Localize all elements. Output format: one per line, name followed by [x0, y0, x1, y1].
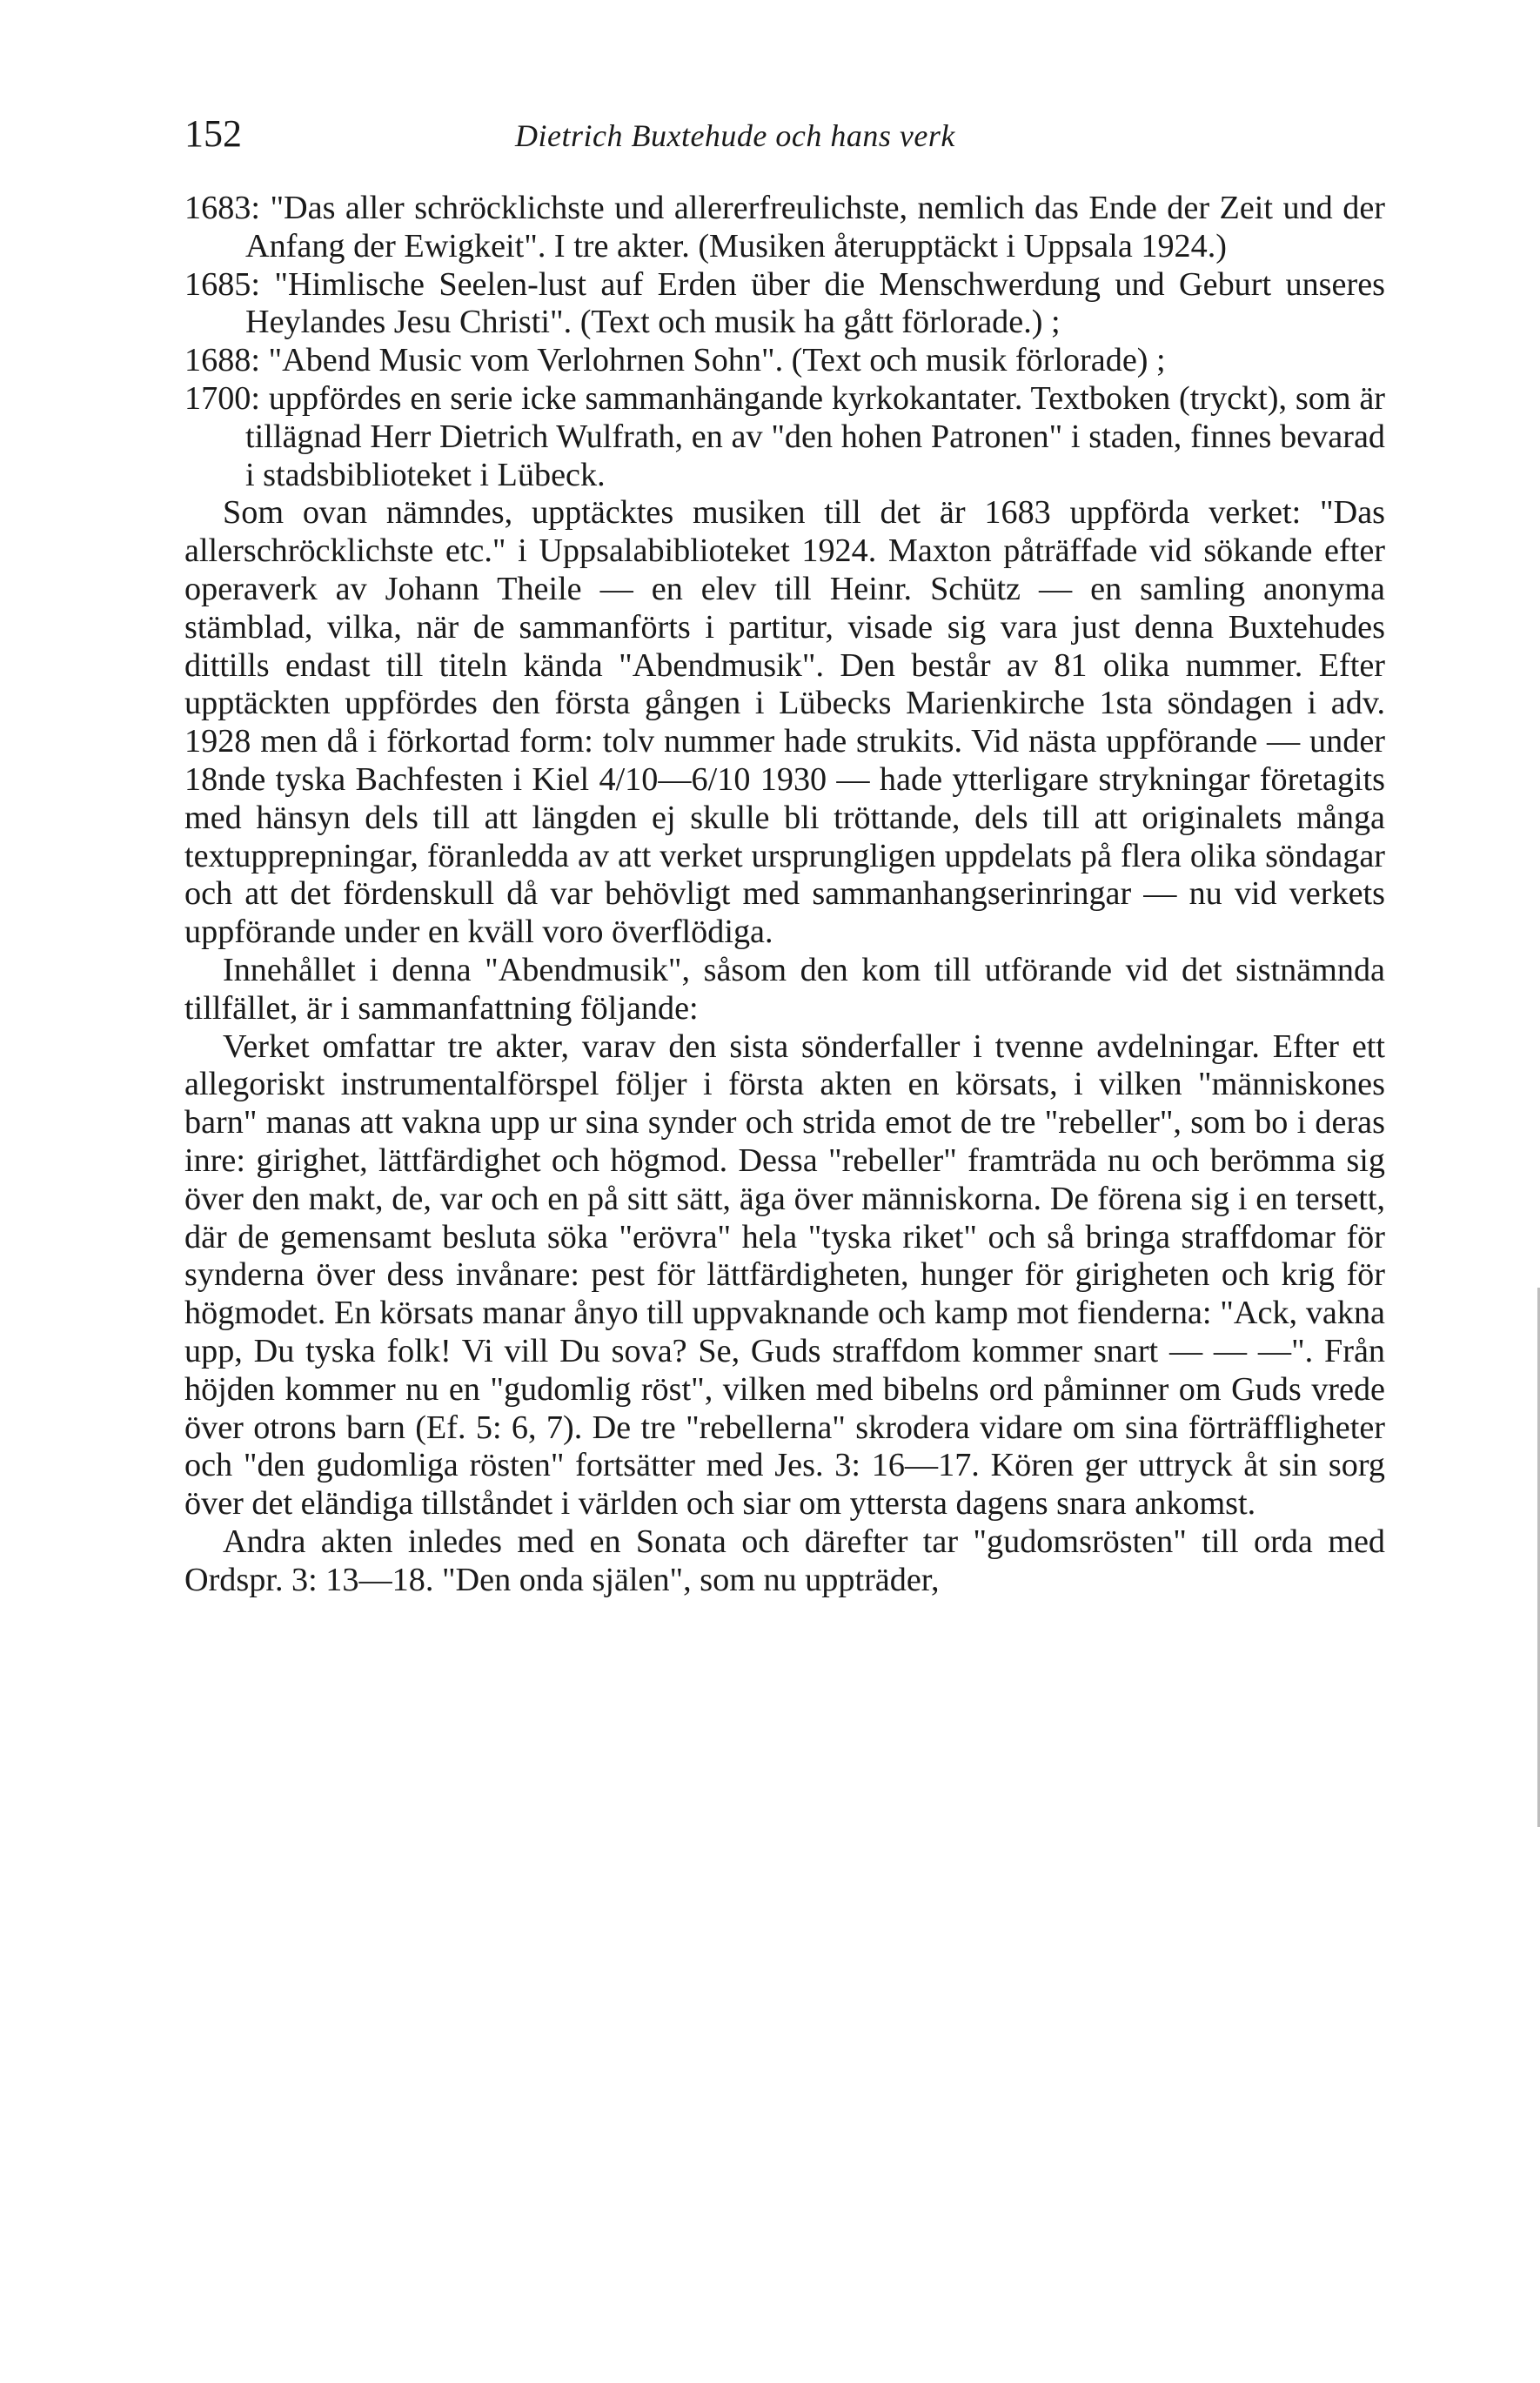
- work-description: "Himlische Seelen-lust auf Erden über die Menschwerdung und Geburt unseres Heylandes Jesu Christi". (Text och musik ha gått förlorade.) ;: [245, 265, 1385, 341]
- works-list: [184, 190, 1385, 494]
- page-number: 152: [184, 112, 242, 155]
- work-description: uppfördes en serie icke sammanhängande kyrkokantater. Textboken (tryckt), som är tillägnad Herr Dietrich Wulfrath, en av "den hohen Patronen" i staden, finnes bevarad i stadsbiblioteket i Lübeck.: [245, 379, 1386, 493]
- work-item: [184, 266, 1385, 343]
- work-description: "Das aller schröcklichste und allererfreulichste, nemlich das Ende der Zeit und der Anfang der Ewigkeit". I tre akter. (Musiken återupptäckt i Uppsala 1924.): [245, 190, 1385, 264]
- paragraph-second-act: Andra akten inledes med en Sonata och därefter tar "gudomsrösten" till orda med Ordspr. 3: 13—18. "Den onda själen", som nu uppträder,: [184, 1523, 1385, 1598]
- work-item: [184, 190, 1385, 266]
- work-year: 1700:: [184, 379, 260, 417]
- paragraph-content-intro: Innehållet i denna "Abendmusik", såsom den kom till utförande vid det sistnämnda tillfället, är i sammanfattning följande:: [184, 951, 1385, 1027]
- work-year: 1685:: [184, 265, 260, 303]
- work-year: 1688:: [184, 342, 260, 379]
- paragraph-discovery: Som ovan nämndes, upptäcktes musiken till det är 1683 uppförda verket: "Das allerschröcklichste etc." i Uppsalabiblioteket 1924. Maxton påträffade vid sökande efter operaverk av Johann Theile — en elev till Heinr. Schütz — en samling anonyma stämblad, vilka, när de sammanförts i partitur, visade sig vara just denna Buxtehudes dittills endast till titeln kända "Abendmusik". Den består av 81 olika nummer. Efter upptäckten uppfördes den första gången i Lübecks Marienkirche 1sta söndagen i adv. 1928 men då i förkortad form: tolv nummer hade strukits. Vid nästa uppförande — under 18nde tyska Bachfesten i Kiel 4/10—6/10 1930 — hade ytterligare strykningar företagits med hänsyn dels till att längden ej skulle bli tröttande, dels till att originalets många textupprepningar, föranledda av att verket ursprungligen uppdelats på flera olika söndagar och att det fördenskull då var behövligt med sammanhangserinringar — nu vid verkets uppförande under en kväll voro överflödiga.: [184, 494, 1385, 951]
- running-title: Dietrich Buxtehude och hans verk: [515, 118, 955, 153]
- work-year: 1683:: [184, 190, 260, 226]
- work-item: [184, 380, 1385, 494]
- work-item: [184, 342, 1385, 380]
- work-description: "Abend Music vom Verlohrnen Sohn". (Text och musik förlorade) ;: [268, 342, 1166, 379]
- body-text: [184, 190, 1385, 1599]
- page-header: [184, 111, 1385, 164]
- paragraph-first-act: Verket omfattar tre akter, varav den sista sönderfaller i tvenne avdelningar. Efter ett allegoriskt instrumentalförspel följer i första akten en körsats, i vilken "människones barn" manas att vakna upp ur sina synder och strida emot de tre "rebeller", som bo i deras inre: girighet, lättfärdighet och högmod. Dessa "rebeller" framträda nu och berömma sig över den makt, de, var och en på sitt sätt, äga över människorna. De förena sig i en tersett, där de gemensamt besluta söka "erövra" hela "tyska riket" och så bringa straffdomar för synderna över dess invånare: pest för lättfärdigheten, hunger för girigheten och krig för högmodet. En körsats manar ånyo till uppvaknande och kamp mot fienderna: "Ack, vakna upp, Du tyska folk! Vi vill Du sova? Se, Guds straffdom kommer snart — — —". Från höjden kommer nu en "gudomlig röst", vilken med bibelns ord påminner om Guds vrede över otrons barn (Ef. 5: 6, 7). De tre "rebellerna" skrodera vidare om sina förträffligheter och "den gudomliga rösten" fortsätter med Jes. 3: 16—17. Kören ger uttryck åt sin sorg över det eländiga tillståndet i världen och siar om yttersta dagens snara ankomst.: [184, 1028, 1385, 1523]
